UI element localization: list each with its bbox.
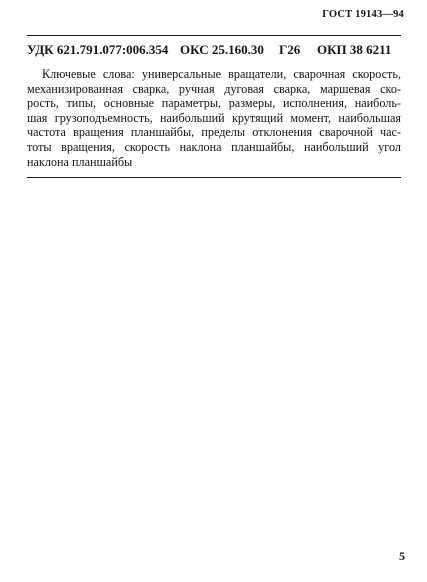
keywords-line: частота вращения планшайбы, пределы отклонения сварочной час- bbox=[27, 125, 401, 140]
keywords-line: наклона планшайбы bbox=[27, 154, 133, 169]
keywords-line: тоты вращения, скорость наклона планшайбы, наибольший угол bbox=[27, 139, 401, 154]
udk-code: УДК 621.791.077:006.354 bbox=[27, 42, 169, 57]
standard-code: ГОСТ 19143—94 bbox=[322, 9, 404, 20]
page-number: 5 bbox=[399, 549, 405, 563]
top-divider bbox=[27, 35, 401, 36]
keywords-line: Ключевые слова: универсальные вращатели, сварочная скорость, bbox=[42, 67, 401, 81]
oks-code: ОКС 25.160.30 bbox=[180, 42, 264, 57]
bottom-divider bbox=[27, 177, 401, 178]
group-code: Г26 bbox=[279, 42, 301, 57]
keywords-line: шая грузоподъемность, наибольший крутящий момент, наибольшая bbox=[27, 110, 401, 125]
keywords-paragraph bbox=[27, 67, 401, 169]
keywords-line: механизированная сварка, ручная дуговая сварка, маршевая ско- bbox=[27, 81, 401, 96]
keywords-line: рость, типы, основные параметры, размеры, исполнения, наиболь- bbox=[27, 96, 401, 111]
okp-code: ОКП 38 6211 bbox=[317, 42, 392, 57]
